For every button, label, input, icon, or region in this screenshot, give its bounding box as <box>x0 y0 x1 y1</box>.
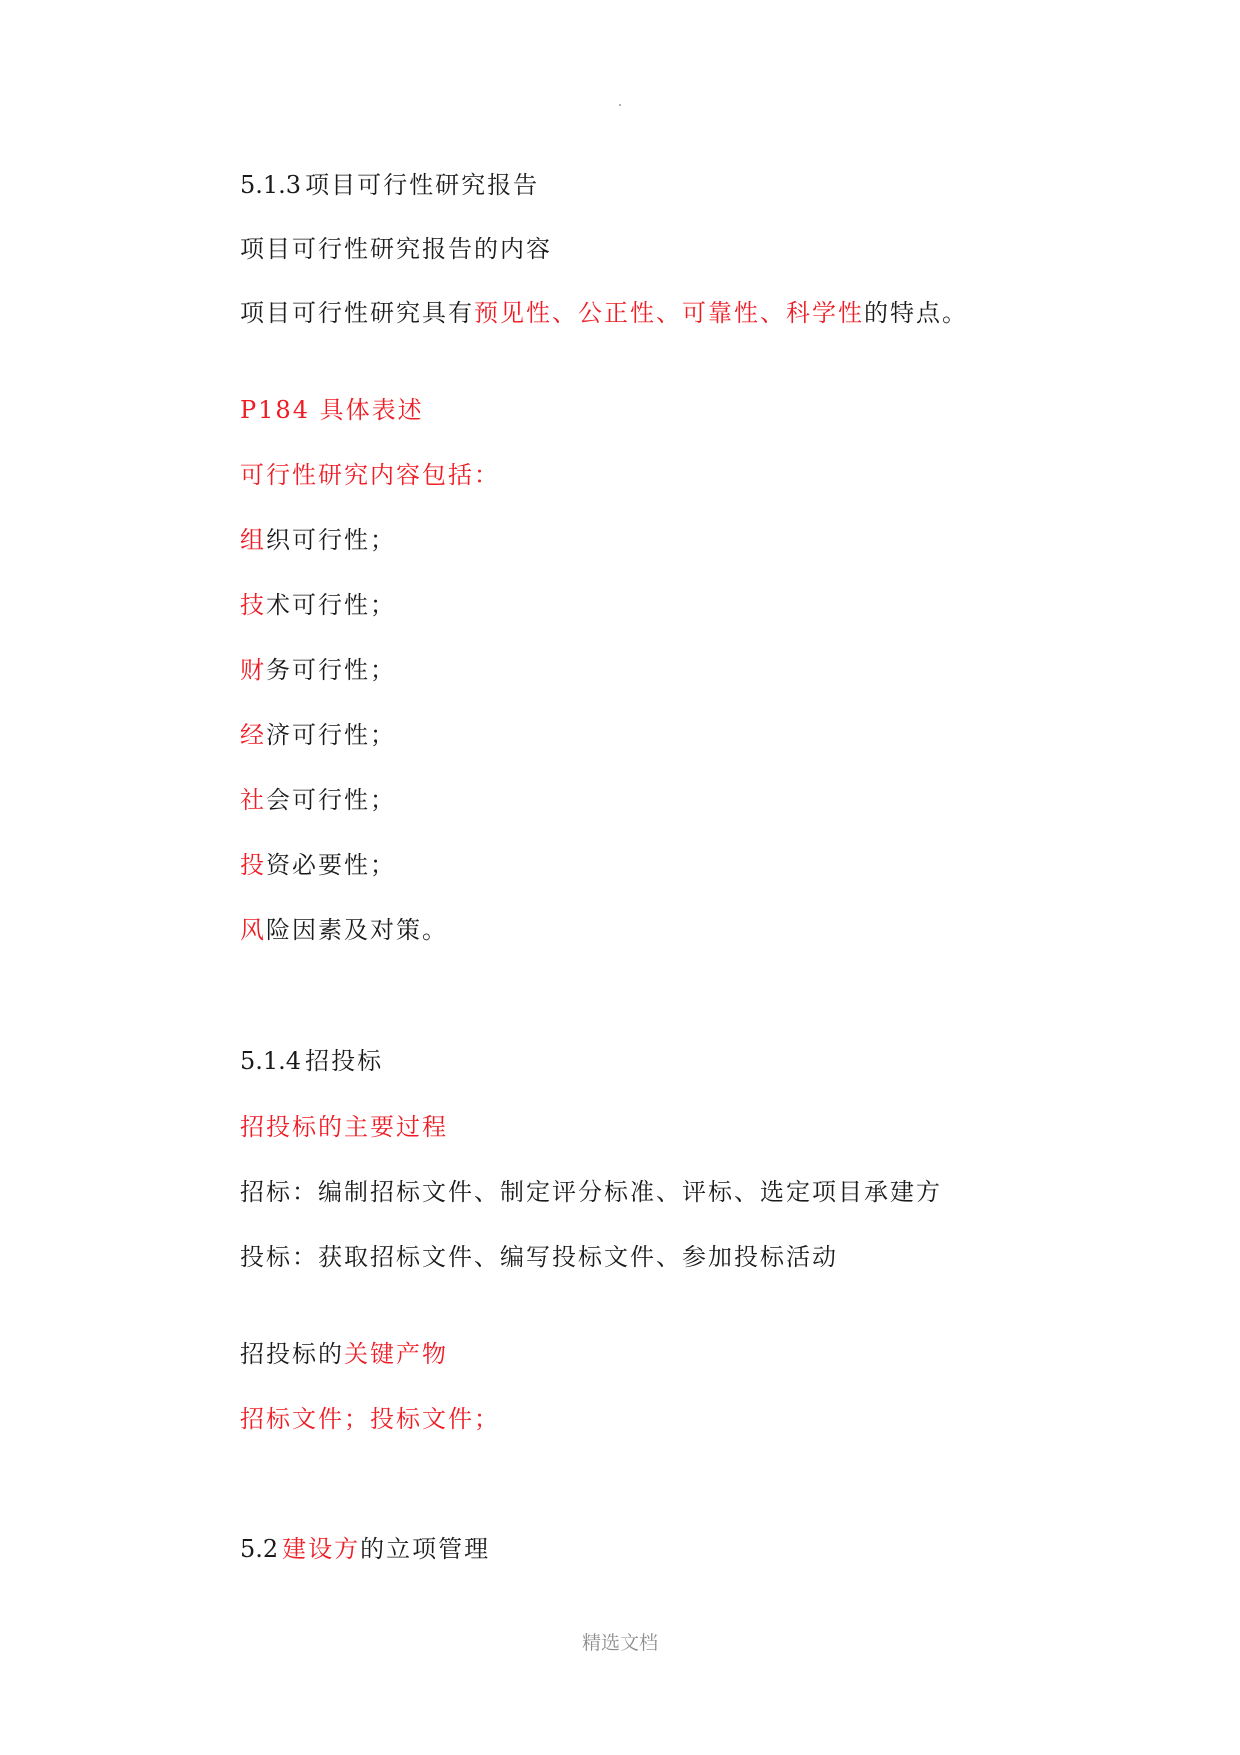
bidding-line: 招标：编制招标文件、制定评分标准、评标、选定项目承建方 <box>240 1178 942 1206</box>
list-item <box>240 783 396 817</box>
list-item <box>240 848 396 882</box>
page-reference: P184 具体表述 <box>240 396 424 424</box>
tender-line: 投标：获取招标文件、编写投标文件、参加投标活动 <box>240 1243 838 1271</box>
feature-separator: 、 <box>552 299 578 327</box>
list-item <box>240 653 396 687</box>
list-item-rest: 术可行性； <box>266 591 396 619</box>
list-item-first-char: 经 <box>240 721 266 749</box>
list-item-first-char: 财 <box>240 656 266 684</box>
features-suffix: 的特点。 <box>864 299 968 327</box>
list-item-rest: 务可行性； <box>266 656 396 684</box>
artifacts-prefix: 招投标的 <box>240 1340 344 1368</box>
list-item <box>240 718 396 752</box>
feature-item: 公正性 <box>578 299 656 327</box>
section-heading-5-2 <box>240 1532 490 1566</box>
list-item-rest: 会可行性； <box>266 786 396 814</box>
section-title: 项目可行性研究报告 <box>305 171 540 199</box>
list-item-first-char: 技 <box>240 591 266 619</box>
section-heading-5-1-3 <box>240 168 539 202</box>
contents-intro <box>240 458 500 492</box>
list-item-first-char: 社 <box>240 786 266 814</box>
section-number: 5.1.3 <box>240 171 302 199</box>
feature-item: 科学性 <box>786 299 864 327</box>
list-item-rest: 险因素及对策。 <box>266 916 448 944</box>
feature-separator: 、 <box>760 299 786 327</box>
feature-separator: 、 <box>656 299 682 327</box>
section-number: 5.2 <box>240 1535 279 1563</box>
process-title: 招投标的主要过程 <box>240 1113 448 1141</box>
section-number: 5.1.4 <box>240 1047 302 1075</box>
contents-intro-text: 可行性研究内容包括： <box>240 461 500 489</box>
section-title: 招投标 <box>305 1047 384 1075</box>
list-item-first-char: 投 <box>240 851 266 879</box>
list-item-rest: 济可行性； <box>266 721 396 749</box>
list-item <box>240 913 448 947</box>
artifacts-line: 招标文件；投标文件； <box>240 1405 500 1433</box>
artifacts-highlight: 关键产物 <box>344 1340 448 1368</box>
feature-item: 可靠性 <box>682 299 760 327</box>
section-title-rest: 的立项管理 <box>360 1535 491 1563</box>
list-item <box>240 523 396 557</box>
list-item-first-char: 组 <box>240 526 266 554</box>
subheading: 项目可行性研究报告的内容 <box>240 235 552 263</box>
section-heading-5-1-4 <box>240 1044 383 1078</box>
list-item-first-char: 风 <box>240 916 266 944</box>
features-prefix: 项目可行性研究具有 <box>240 299 474 327</box>
features-sentence <box>240 296 968 330</box>
page-footer: 精选文档 <box>581 1632 658 1654</box>
list-item <box>240 588 396 622</box>
artifacts-title <box>240 1337 448 1371</box>
section-title-highlight: 建设方 <box>282 1535 361 1563</box>
header-dot <box>619 104 621 106</box>
list-item-rest: 资必要性； <box>266 851 396 879</box>
feature-item: 预见性 <box>474 299 552 327</box>
list-item-rest: 织可行性； <box>266 526 396 554</box>
